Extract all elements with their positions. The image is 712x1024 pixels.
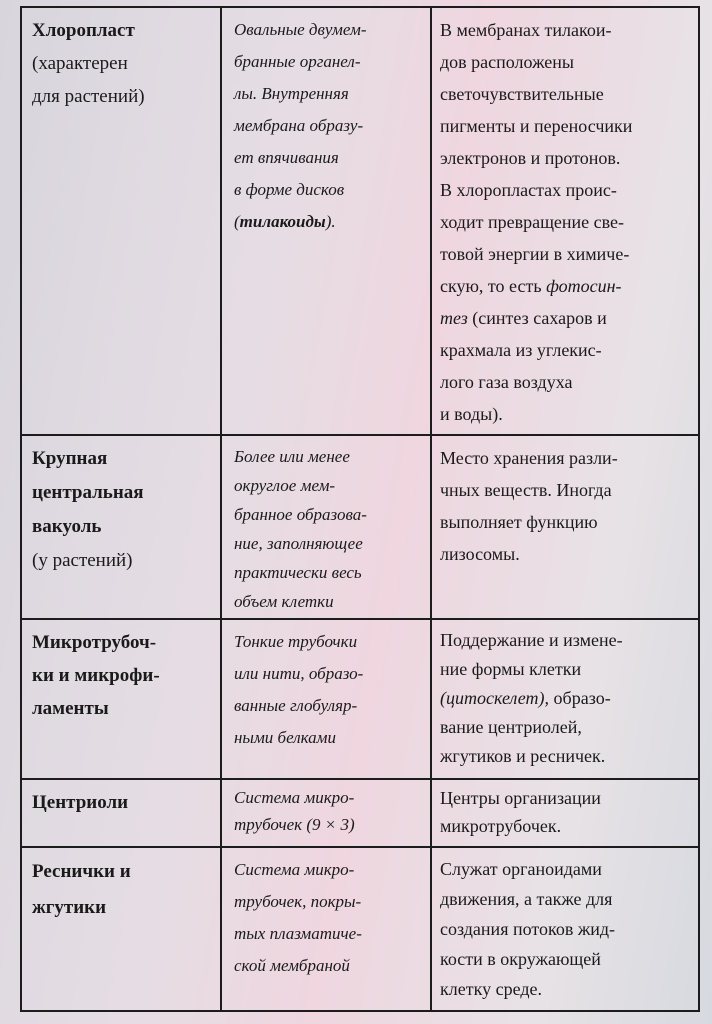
structure-text: Овальные двумем- <box>234 20 367 39</box>
function-text: электронов и протонов. <box>440 148 621 168</box>
function-text: выполняет функцию <box>440 512 598 532</box>
function-text: микротрубочек. <box>440 816 562 836</box>
table-row-cilia <box>22 848 698 1010</box>
term-photosynthesis-end: тез <box>440 308 468 328</box>
organelle-name: Микротрубоч- <box>32 632 157 653</box>
organelle-name: Крупная <box>32 448 108 469</box>
organelle-name: Хлоропласт <box>32 20 135 41</box>
structure-cell <box>222 620 432 778</box>
structure-text: Система микро- <box>234 860 355 879</box>
function-text: и воды). <box>440 404 503 424</box>
structure-cell <box>222 436 432 618</box>
structure-text: или нити, образо- <box>234 664 364 683</box>
function-fragment: (синтез сахаров и <box>472 308 607 328</box>
function-cell <box>432 436 698 618</box>
function-text: движения, а также для <box>440 889 613 909</box>
structure-text: тых плазматиче- <box>234 924 362 943</box>
function-text: ние формы клетки <box>440 659 582 679</box>
table-row-centrioles <box>22 780 698 848</box>
structure-text: объем клетки <box>234 592 334 611</box>
term-cytoskeleton: (цитоскелет), <box>440 688 550 708</box>
organelle-note: (характерен <box>32 53 128 74</box>
paren-close: ). <box>325 212 336 231</box>
structure-cell <box>222 8 432 434</box>
function-text: Центры организации <box>440 788 601 808</box>
function-text <box>440 684 690 713</box>
table-row-vacuole <box>22 436 698 620</box>
structure-text: трубочек, покры- <box>234 892 362 911</box>
function-text <box>440 270 690 302</box>
organelle-note: для растений) <box>32 86 145 107</box>
organelle-name-cell <box>22 780 222 846</box>
structure-text: ет впячивания <box>234 148 339 167</box>
organelle-name-cell <box>22 620 222 778</box>
organelle-note: (у растений) <box>32 550 133 571</box>
organelle-name: вакуоль <box>32 516 102 537</box>
structure-text: в форме дисков <box>234 180 345 199</box>
function-text: ходит превращение све- <box>440 212 625 232</box>
term-thylakoids: тилакоиды <box>239 212 326 231</box>
structure-text: бранное образова- <box>234 505 367 524</box>
paren-open: ( <box>234 212 240 231</box>
function-text: Место хранения разли- <box>440 448 618 468</box>
function-cell <box>432 848 698 1010</box>
structure-text: ние, заполняющее <box>234 534 363 553</box>
structure-text <box>234 206 422 238</box>
function-text: жгутиков и ресничек. <box>440 746 606 766</box>
organelle-name: Реснички и <box>32 861 131 882</box>
function-text: В мембранах тилакои- <box>440 20 612 40</box>
function-fragment: скую, то есть <box>440 276 542 296</box>
function-text: создания потоков жид- <box>440 919 616 939</box>
function-text: лого газа воздуха <box>440 372 573 392</box>
function-text: Служат органоидами <box>440 859 602 879</box>
term-photosynthesis: фотосин- <box>546 276 622 296</box>
organelle-name: ки и микрофи- <box>32 665 160 686</box>
function-fragment: образо- <box>553 688 611 708</box>
function-text: кости в окружающей <box>440 949 601 969</box>
organelle-name: ламенты <box>32 698 109 719</box>
function-text: пигменты и переносчики <box>440 116 633 136</box>
organelle-name-cell <box>22 8 222 434</box>
structure-text: Более или менее <box>234 447 350 466</box>
organelle-name-cell <box>22 436 222 618</box>
table-row-microtubules <box>22 620 698 780</box>
structure-text: Система микро- <box>234 788 355 807</box>
function-text: чных веществ. Иногда <box>440 480 612 500</box>
structure-text: трубочек (9 × 3) <box>234 815 355 834</box>
structure-text: ванные глобуляр- <box>234 696 358 715</box>
function-text: клетку среде. <box>440 979 542 999</box>
organelles-table <box>20 6 700 1012</box>
function-text: дов расположены <box>440 52 574 72</box>
function-text: лизосомы. <box>440 544 520 564</box>
structure-text: ской мембраной <box>234 956 350 975</box>
function-cell <box>432 780 698 846</box>
function-text: товой энергии в химиче- <box>440 244 630 264</box>
function-text: В хлоропластах проис- <box>440 180 617 200</box>
structure-cell <box>222 780 432 846</box>
function-cell <box>432 620 698 778</box>
organelle-name-cell <box>22 848 222 1010</box>
structure-text: ными белками <box>234 728 337 747</box>
structure-text: бранные органел- <box>234 52 361 71</box>
organelle-name: жгутики <box>32 897 107 918</box>
structure-text: практически весь <box>234 563 362 582</box>
function-text: Поддержание и измене- <box>440 630 623 650</box>
organelle-name: центральная <box>32 482 144 503</box>
function-text: светочувствительные <box>440 84 604 104</box>
structure-text: Тонкие трубочки <box>234 632 358 651</box>
function-cell <box>432 8 698 434</box>
structure-text: округлое мем- <box>234 476 336 495</box>
organelle-name: Центриоли <box>32 792 129 813</box>
structure-text: мембрана образу- <box>234 116 364 135</box>
function-text: вание центриолей, <box>440 717 582 737</box>
structure-text: лы. Внутренняя <box>234 84 349 103</box>
function-text <box>440 302 690 334</box>
table-row-chloroplast <box>22 8 698 436</box>
function-text: крахмала из углекис- <box>440 340 602 360</box>
structure-cell <box>222 848 432 1010</box>
